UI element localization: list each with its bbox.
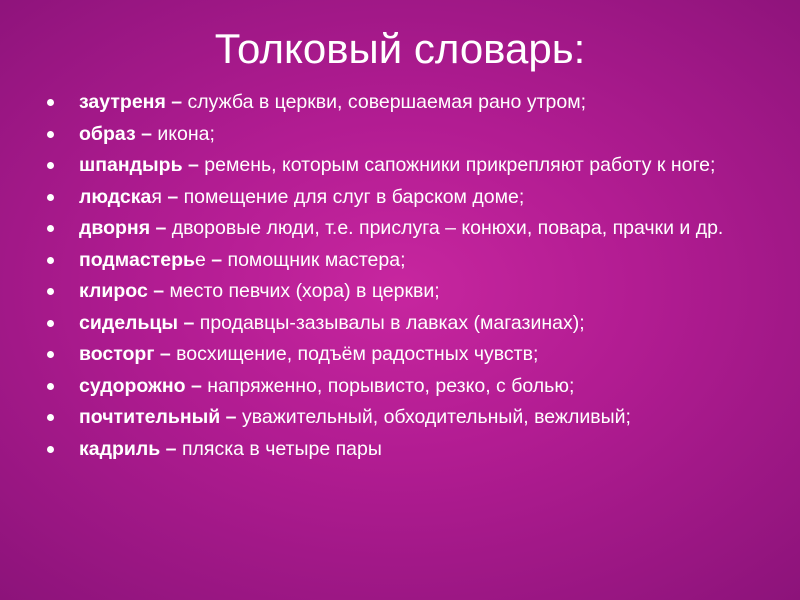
glossary-term: судорожно xyxy=(79,374,186,397)
glossary-list xyxy=(47,90,767,468)
bullet-icon xyxy=(47,131,54,138)
glossary-dash: – xyxy=(182,154,205,176)
glossary-definition: икона; xyxy=(157,122,215,145)
glossary-term: образ xyxy=(79,122,136,145)
glossary-dash: – xyxy=(220,406,242,428)
glossary-item xyxy=(47,374,767,398)
glossary-dash: – xyxy=(165,91,188,113)
glossary-term: дворня xyxy=(79,217,151,239)
glossary-definition: место певчих (хора) в церкви; xyxy=(169,280,440,302)
glossary-dash: – xyxy=(161,185,184,208)
glossary-item xyxy=(47,216,767,240)
glossary-definition: уважительный, обходительный, вежливый; xyxy=(241,406,631,428)
glossary-dash: – xyxy=(185,374,208,397)
glossary-item xyxy=(47,90,767,114)
bullet-icon xyxy=(47,414,54,421)
glossary-term-tail: я xyxy=(151,185,162,208)
bullet-icon xyxy=(47,351,54,358)
glossary-term: почтительный xyxy=(79,406,221,428)
bullet-icon xyxy=(47,225,54,232)
bullet-icon xyxy=(47,194,54,201)
glossary-term: восторг xyxy=(79,343,155,365)
glossary-definition: продавцы-зазывалы в лавках (магазинах); xyxy=(199,311,585,334)
glossary-term-tail: е xyxy=(194,248,206,271)
glossary-dash: – xyxy=(150,217,172,239)
bullet-icon xyxy=(47,257,54,264)
glossary-item xyxy=(47,185,767,209)
glossary-dash: – xyxy=(178,311,200,334)
bullet-icon xyxy=(47,383,54,390)
glossary-dash: – xyxy=(205,248,228,271)
glossary-definition: восхищение, подъём радостных чувств; xyxy=(176,343,539,365)
slide-title: Толковый словарь: xyxy=(214,25,586,72)
glossary-dash: – xyxy=(154,343,177,365)
glossary-dash: – xyxy=(135,122,158,145)
glossary-definition: ремень, которым сапожники прикрепляют работу к ноге; xyxy=(204,154,716,176)
glossary-term: людска xyxy=(79,185,152,208)
bullet-icon xyxy=(47,162,54,169)
glossary-definition: помощник мастера; xyxy=(227,248,406,271)
glossary-item xyxy=(47,311,767,335)
bullet-icon xyxy=(47,446,54,453)
glossary-definition: дворовые люди, т.е. прислуга – конюхи, повара, прачки и др. xyxy=(171,217,724,239)
glossary-dash: – xyxy=(160,437,182,460)
glossary-item xyxy=(47,248,767,272)
bullet-icon xyxy=(47,320,54,327)
glossary-dash: – xyxy=(147,280,170,302)
glossary-term: кадриль xyxy=(79,437,161,460)
glossary-definition: помещение для слуг в барском доме; xyxy=(183,185,525,208)
glossary-item xyxy=(47,279,767,303)
glossary-item xyxy=(47,342,767,366)
glossary-term: шпандырь xyxy=(79,154,183,176)
glossary-definition: напряженно, порывисто, резко, с болью; xyxy=(207,374,575,397)
glossary-item xyxy=(47,405,767,429)
bullet-icon xyxy=(47,99,54,106)
glossary-definition: служба в церкви, совершаемая рано утром; xyxy=(187,91,587,113)
glossary-definition: пляска в четыре пары xyxy=(181,437,382,460)
glossary-term: сидельцы xyxy=(79,311,179,334)
bullet-icon xyxy=(47,288,54,295)
glossary-term: клирос xyxy=(79,280,148,302)
glossary-item xyxy=(47,122,767,146)
glossary-item xyxy=(47,153,767,177)
glossary-term: подмастерь xyxy=(79,248,195,271)
glossary-term: заутреня xyxy=(79,91,166,113)
glossary-item xyxy=(47,437,767,461)
